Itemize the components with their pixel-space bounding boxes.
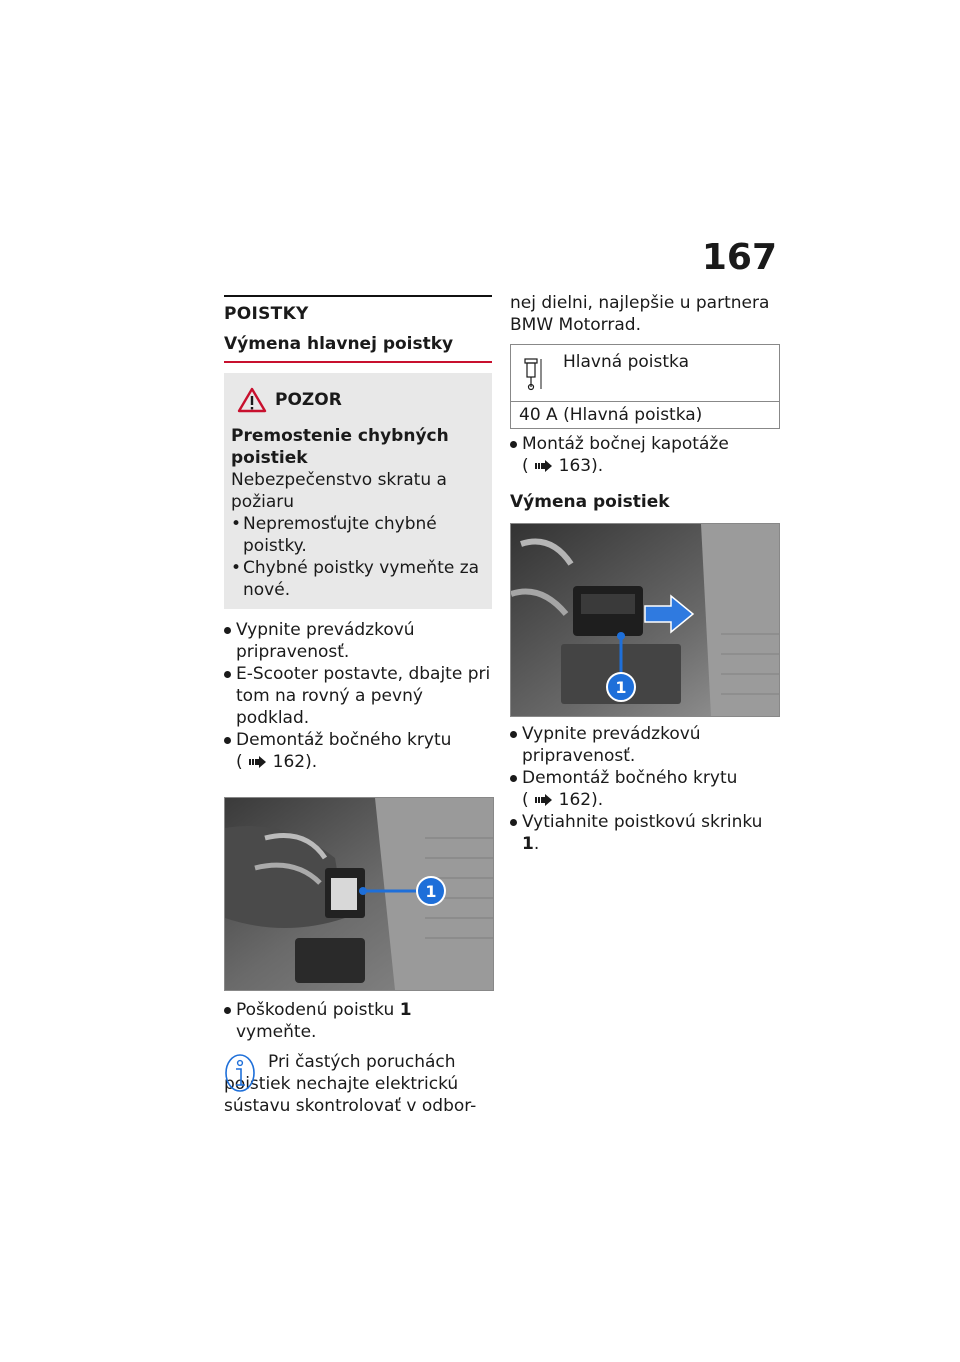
spec-table <box>510 344 780 429</box>
page-reference-text: 162). <box>558 790 604 810</box>
arrow-right-icon <box>535 794 553 806</box>
step-item: Vypnite prevádzkovú pripravenosť. <box>510 723 780 767</box>
page-reference-text: 162). <box>272 752 318 772</box>
step-item <box>510 767 780 811</box>
main-fuse-photo <box>224 797 494 991</box>
step-text: Vytiahnite poistkovú skrinku <box>522 812 763 832</box>
spec-label: Hlavná poistka <box>563 352 689 372</box>
step-item <box>224 729 492 773</box>
section-title: POISTKY <box>224 295 492 325</box>
right-column <box>510 292 780 855</box>
warning-text: Nebezpečenstvo skratu a požiaru <box>231 470 447 512</box>
warning-triangle-icon <box>237 387 267 413</box>
page-reference[interactable]: ( 162). <box>522 790 604 810</box>
step-item <box>224 999 492 1043</box>
left-column <box>224 295 492 1117</box>
step-text: Demontáž bočného krytu <box>236 730 452 750</box>
subheading-main-fuse: Výmena hlavnej poistky <box>224 333 492 363</box>
warning-list <box>231 513 484 601</box>
step-list-top <box>510 433 780 477</box>
warning-title: Premostenie chybných poistiek <box>231 426 449 468</box>
continuation-text: nej dielni, najlepšie u partnera BMW Motorrad. <box>510 293 770 335</box>
page-reference[interactable]: ( 162). <box>236 752 318 772</box>
step-bold-ref: 1 <box>399 1000 412 1020</box>
subheading-fuses: Výmena poistiek <box>510 492 670 512</box>
step-item: E-Scooter postavte, dbajte pri tom na rovný a pevný podklad. <box>224 663 492 729</box>
warning-item: • Nepremosťujte chybné poistky. <box>231 513 484 557</box>
step-item <box>510 433 780 477</box>
arrow-right-icon <box>535 460 553 472</box>
warning-box <box>224 373 492 609</box>
step-text: Demontáž bočného krytu <box>522 768 738 788</box>
page-reference-text: 163). <box>558 456 604 476</box>
page-number: 167 <box>701 237 777 278</box>
step-list-after-photo <box>224 999 492 1043</box>
callout-number: 1 <box>615 678 627 697</box>
spec-header <box>511 345 779 402</box>
fuse-box-illustration <box>511 524 779 716</box>
info-icon <box>224 1053 256 1093</box>
step-list <box>224 619 492 773</box>
info-text: Pri častých poruchách poistiek nechajte elektrickú sústavu skontrolovať v odbor- <box>224 1052 477 1116</box>
step-suffix: vymeňte. <box>236 1022 317 1042</box>
info-note <box>224 1051 492 1117</box>
callout-number: 1 <box>425 882 437 901</box>
step-item <box>510 811 780 855</box>
step-text: Poškodenú poistku <box>236 1000 395 1020</box>
step-item: Vypnite prevádzkovú pripravenosť. <box>224 619 492 663</box>
step-suffix: . <box>533 834 540 854</box>
step-bold-ref: 1 <box>522 834 534 854</box>
spec-value: 40 A (Hlavná poistka) <box>519 405 703 425</box>
step-list-bottom <box>510 723 780 855</box>
fuse-icon <box>521 355 545 391</box>
warning-label: POZOR <box>275 390 342 410</box>
main-fuse-illustration <box>225 798 493 990</box>
warning-header <box>231 387 484 413</box>
warning-item: • Chybné poistky vymeňte za nové. <box>231 557 484 601</box>
page-reference[interactable]: ( 163). <box>522 456 604 476</box>
fuse-box-photo <box>510 523 780 717</box>
step-text: Montáž bočnej kapotáže <box>522 434 729 454</box>
arrow-right-icon <box>249 756 267 768</box>
